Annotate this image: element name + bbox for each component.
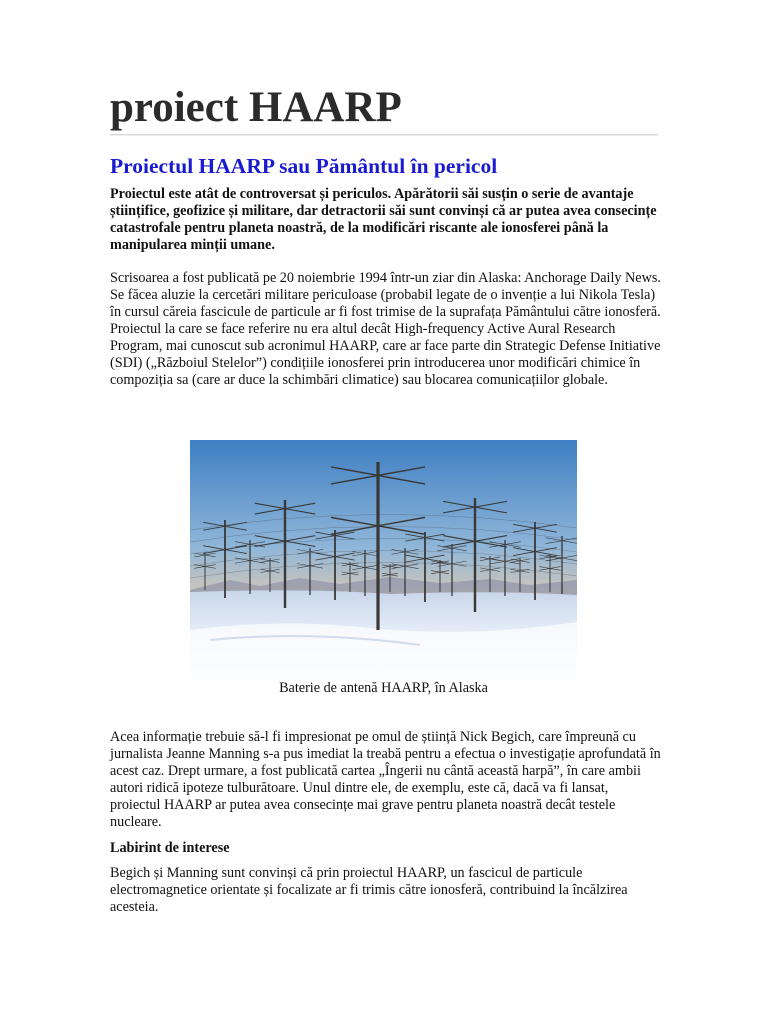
section-heading: Proiectul HAARP sau Pământul în pericol: [110, 154, 498, 178]
body-paragraph-3: Begich și Manning sunt convinși că prin proiectul HAARP, un fascicul de particule electromagnetice orientate și focalizate ar fi trimis către ionosferă, contribuind la încălzirea acesteia.: [110, 865, 628, 915]
page-title: proiect HAARP: [110, 84, 402, 131]
lead-paragraph: Proiectul este atât de controversat și periculos. Apărătorii săi susțin o serie de avantaje științifice, geofizice și militare, dar detractorii săi sunt convinși că ar putea avea consecințe catastrofale pentru planeta noastră, de la modificări riscante ale ionosferei până la manipularea minții umane.: [110, 186, 657, 253]
figure-caption: Baterie de antenă HAARP, în Alaska: [279, 680, 488, 696]
title-divider: [110, 134, 658, 136]
body-paragraph-1: Scrisoarea a fost publicată pe 20 noiembrie 1994 într-un ziar din Alaska: Anchorage Daily News. Se făcea aluzie la cercetări militare periculoase (probabil legate de o invenție a lui Nikola Tesla) în cursul căreia fascicule de particule ar fi fost trimise de la suprafața Pământului către ionosferă. Proiectul la care se face referire nu era altul decât High-frequency Active Aural Research Program, mai cunoscut sub acronimul HAARP, care ar face parte din Strategic Defense Initiative (SDI) („Războiul Stelelor”) condițiile ionosferei prin introducerea unor modificări chimice în compoziția sa (care ar duce la schimbări climatice) sau blocarea comunicațiilor globale.: [110, 270, 661, 388]
subheading-labirint: Labirint de interese: [110, 840, 230, 856]
antenna-array-photo: [190, 440, 577, 679]
body-paragraph-2: Acea informație trebuie să-l fi impresionat pe omul de știință Nick Begich, care împreună cu jurnalista Jeanne Manning s-a pus imediat la treabă pentru a efectua o investigație aprofundată în acest caz. Drept urmare, a fost publicată cartea „Îngerii nu cântă această harpă”, în care ambii autori ridică ipoteze tulburătoare. Unul dintre ele, de exemplu, este că, dacă va fi lansat, proiectul HAARP ar putea avea consecințe mai grave pentru planeta noastră decât testele nucleare.: [110, 729, 661, 830]
